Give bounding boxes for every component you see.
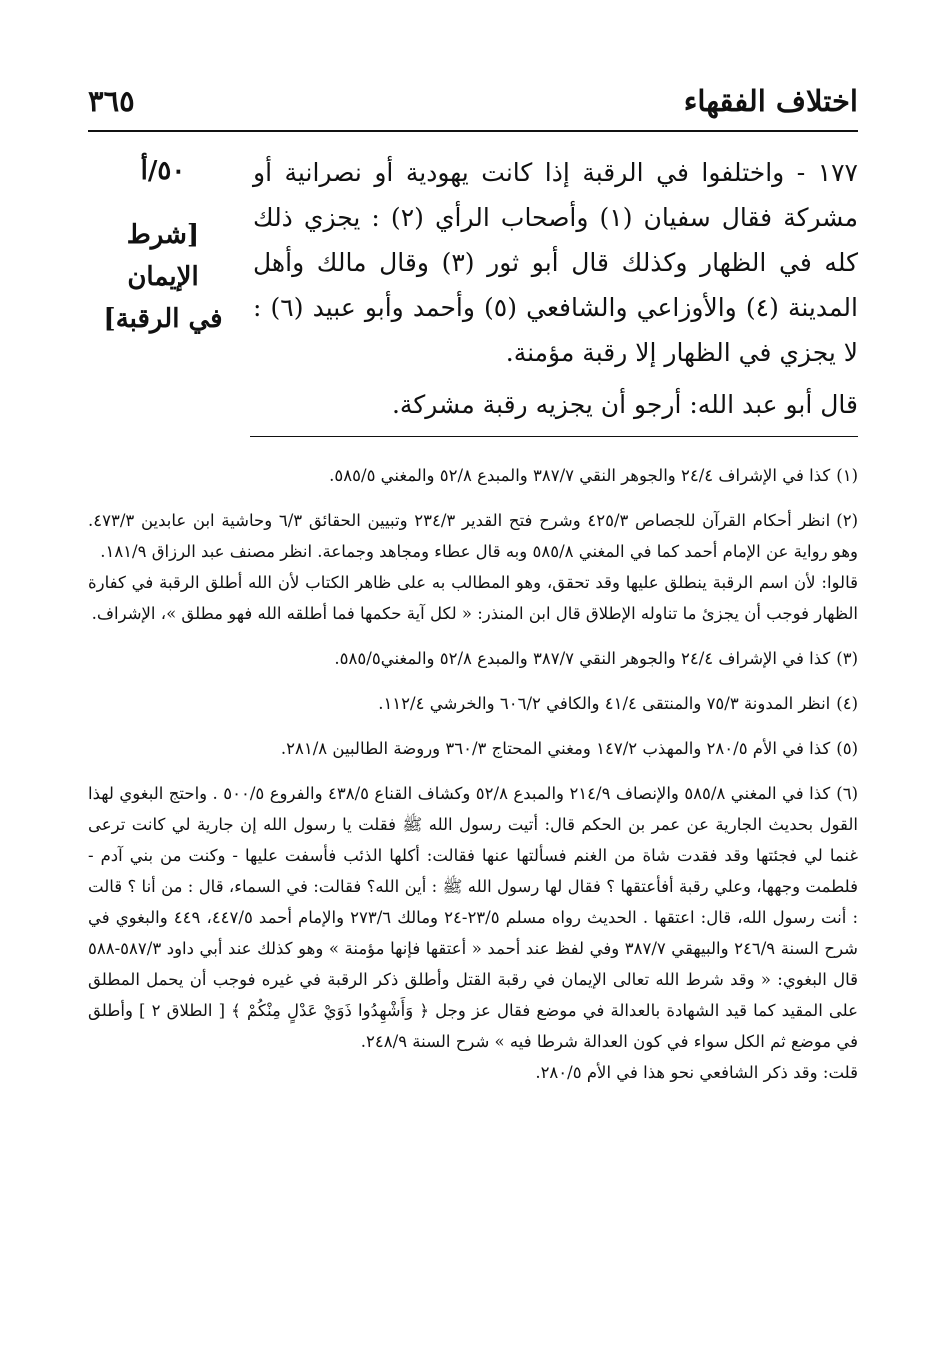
footnote-3 <box>88 643 858 674</box>
footnotes-section <box>88 460 858 1102</box>
footnote-text: كذا في الإشراف ٢٤/٤ والجوهر النقي ٣٨٧/٧ والمبدع ٥٢/٨ والمغني٥٨٥/٥. <box>334 649 831 668</box>
footnote-number: (١) <box>836 466 858 485</box>
footnote-continuation: قلت: وقد ذكر الشافعي نحو هذا في الأم ٢٨٠/٥. <box>535 1063 858 1082</box>
folio-marker: ٥٠/أ <box>140 156 186 186</box>
margin-note <box>88 150 238 340</box>
footnote-text: كذا في الأم ٢٨٠/٥ والمهذب ١٤٧/٢ ومغني المحتاج ٣٦٠/٣ وروضة الطالبين ٢٨١/٨. <box>280 739 831 758</box>
footnote-6 <box>88 778 858 1088</box>
footnote-number: (٥) <box>836 739 858 758</box>
footnote-number: (٣) <box>836 649 858 668</box>
footnote-4 <box>88 688 858 719</box>
footnote-number: (٤) <box>836 694 858 713</box>
footnote-number: (٦) <box>836 784 858 803</box>
footnote-text: كذا في المغني ٥٨٥/٨ والإنصاف ٢١٤/٩ والمبدع ٥٢/٨ وكشاف القناع ٤٣٨/٥ والفروع ٥٠٠/٥ . واحتج البغوي لهذا القول بحديث الجارية عن عمر بن الحكم قال: أتيت رسول الله ﷺ فقلت يا رسول الله إن جارية لي كانت ترعى غنما لي فجئتها وقد فقدت شاة من الغنم فسألتها عنها فقالت: أكلها الذئب فأسفت عليها - وكنت من بني آدم - فلطمت وجهها، وعلي رقبة أفأعتقها ؟ فقال لها رسول الله ﷺ : أين الله؟ فقالت: في السماء، قال : من أنا ؟ قالت : أنت رسول الله، قال: اعتقها . الحديث رواه مسلم ٢٣/٥-٢٤ ومالك ٢٧٣/٦ والإمام أحمد ٤٤٧/٥، ٤٤٩ والبغوي في شرح السنة ٢٤٦/٩ والبيهقي ٣٨٧/٧ وفي لفظ عند أحمد « أعتقها فإنها مؤمنة » وهو كذلك عند أبي داود ٥٨٧/٣-٥٨٨ قال البغوي: « وقد شرط الله تعالى الإيمان في رقبة القتل وأطلق ذكر الرقبة في غيره فوجب أن يحمل المطلق على المقيد كما قيد الشهادة بالعدالة في موضع فقال عز وجل ﴿ وَأَشْهِدُوا ذَوَيْ عَدْلٍ مِنْكُمْ ﴾ [ الطلاق ٢ ] وأطلق في موضع ثم الكل سواء في كون العدالة شرطا فيه » شرح السنة ٢٤٨/٩. <box>88 784 858 1051</box>
page-header <box>88 84 858 128</box>
running-title: اختلاف الفقهاء <box>683 84 858 118</box>
footnote-5 <box>88 733 858 764</box>
margin-subheading-line-1: [شرط الإيمان <box>126 220 200 292</box>
main-text-block <box>88 150 858 420</box>
footnote-1 <box>88 460 858 491</box>
main-paragraph: ١٧٧ - واختلفوا في الرقبة إذا كانت يهودية أو نصرانية أو مشركة فقال سفيان (١) وأصحاب الرأي (٢) : يجزي ذلك كله في الظهار وكذلك قال أبو ثور (٣) وقال مالك وأهل المدينة (٤) والأوزاعي والشافعي (٥) وأحمد وأبو عبيد (٦) : لا يجزي في الظهار إلا رقبة مؤمنة. <box>253 158 858 367</box>
footnote-text: كذا في الإشراف ٢٤/٤ والجوهر النقي ٣٨٧/٧ والمبدع ٥٢/٨ والمغني ٥٨٥/٥. <box>329 466 831 485</box>
page-number: ٣٦٥ <box>88 84 135 118</box>
header-divider <box>88 130 858 132</box>
footnote-2 <box>88 505 858 629</box>
author-remark: قال أبو عبد الله: أرجو أن يجزيه رقبة مشركة. <box>391 390 858 419</box>
margin-subheading-line-2: في الرقبة] <box>103 304 223 334</box>
footnote-text: انظر المدونة ٧٥/٣ والمنتقى ٤١/٤ والكافي ٦٠٦/٢ والخرشي ١١٢/٤. <box>378 694 831 713</box>
footnote-text: انظر أحكام القرآن للجصاص ٤٢٥/٣ وشرح فتح القدير ٢٣٤/٣ وتبيين الحقائق ٦/٣ وحاشية ابن عابدين ٤٧٣/٣. وهو رواية عن الإمام أحمد كما في المغني ٥٨٥/٨ وبه قال عطاء ومجاهد وجماعة. انظر مصنف عبد الرزاق ١٨١/٩. <box>88 511 858 561</box>
footnote-divider <box>250 436 858 437</box>
footnote-continuation: قالوا: لأن اسم الرقبة ينطلق عليها وقد تحقق، وهو المطالب به على ظاهر الكتاب لأن الله أطلق الرقبة في كفارة الظهار فوجب أن يجزئ ما تناوله الإطلاق قال ابن المنذر: « لكل آية حكمها فما أطلقه الله فهو مطلق »، الإشراف. <box>88 573 858 623</box>
footnote-number: (٢) <box>836 511 858 530</box>
